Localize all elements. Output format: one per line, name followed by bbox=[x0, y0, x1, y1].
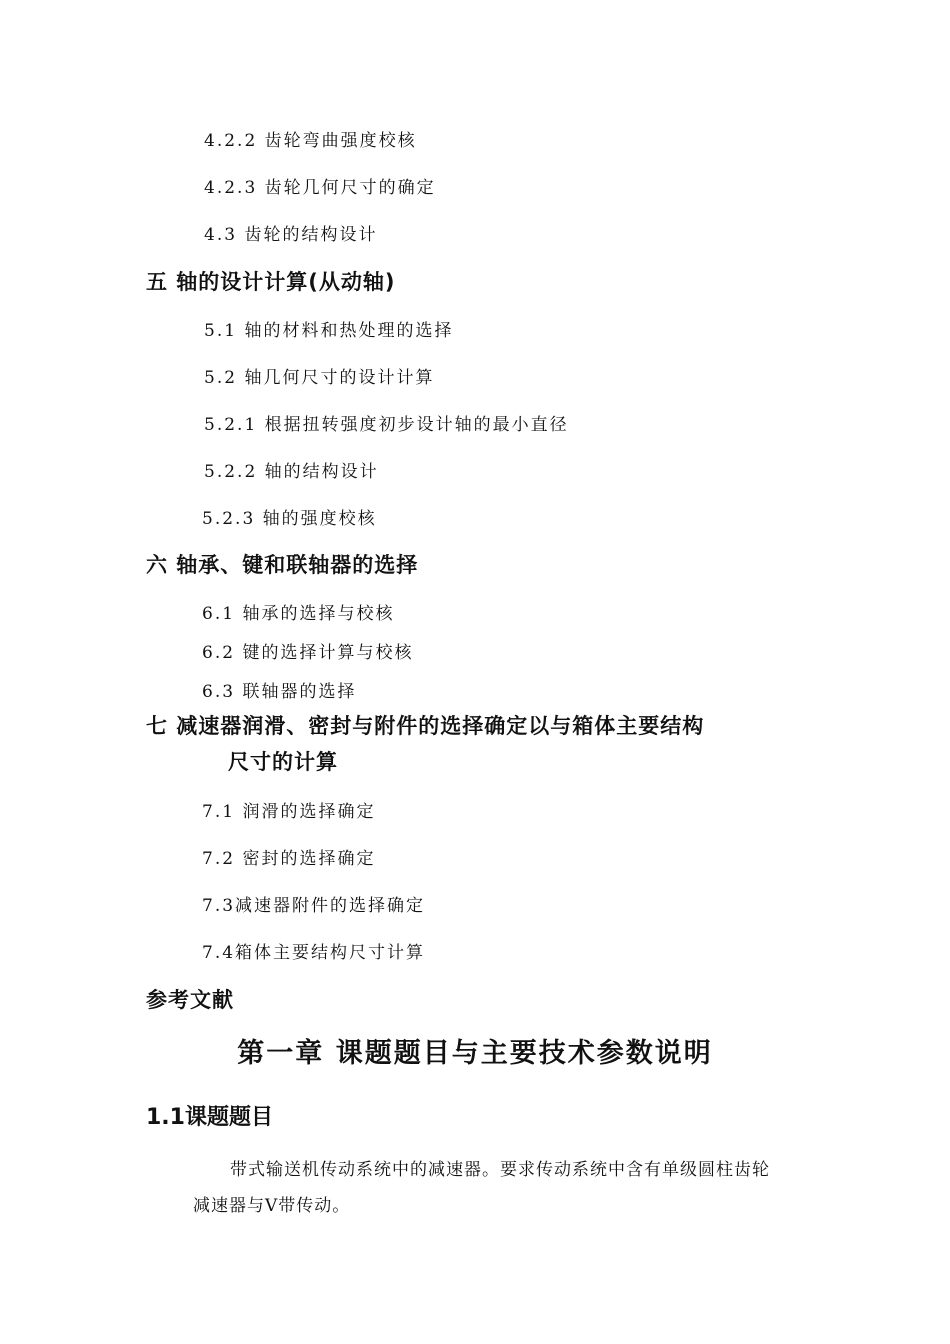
toc-entry-7-4: 7.4箱体主要结构尺寸计算 bbox=[202, 943, 426, 963]
toc-entry-4-2-2: 4.2.2 齿轮弯曲强度校核 bbox=[204, 131, 417, 151]
toc-entry-6-2: 6.2 键的选择计算与校核 bbox=[202, 643, 414, 663]
toc-entry-5-2: 5.2 轴几何尺寸的设计计算 bbox=[204, 368, 435, 388]
toc-entry-7-3: 7.3减速器附件的选择确定 bbox=[202, 896, 426, 916]
toc-entry-7-2: 7.2 密封的选择确定 bbox=[202, 849, 376, 869]
toc-heading-5: 五 轴的设计计算(从动轴) bbox=[146, 270, 396, 294]
chapter-title: 第一章 课题题目与主要技术参数说明 bbox=[237, 1038, 713, 1069]
toc-entry-5-2-3: 5.2.3 轴的强度校核 bbox=[202, 509, 377, 529]
toc-entry-6-3: 6.3 联轴器的选择 bbox=[202, 682, 357, 702]
paragraph-line-2: 减速器与V带传动。 bbox=[193, 1196, 351, 1216]
section-title-1-1: 1.1课题题目 bbox=[146, 1105, 273, 1130]
toc-entry-5-2-2: 5.2.2 轴的结构设计 bbox=[204, 462, 379, 482]
toc-entry-5-2-1: 5.2.1 根据扭转强度初步设计轴的最小直径 bbox=[204, 415, 569, 435]
toc-entry-7-1: 7.1 润滑的选择确定 bbox=[202, 802, 376, 822]
toc-entry-6-1: 6.1 轴承的选择与校核 bbox=[202, 604, 395, 624]
toc-heading-7-line1: 七 减速器润滑、密封与附件的选择确定以与箱体主要结构 bbox=[146, 714, 705, 738]
toc-entry-4-2-3: 4.2.3 齿轮几何尺寸的确定 bbox=[204, 178, 436, 198]
toc-heading-6: 六 轴承、键和联轴器的选择 bbox=[146, 553, 419, 577]
toc-entry-5-1: 5.1 轴的材料和热处理的选择 bbox=[204, 321, 454, 341]
toc-references: 参考文献 bbox=[146, 988, 234, 1012]
toc-heading-7-line2: 尺寸的计算 bbox=[228, 750, 338, 774]
toc-entry-4-3: 4.3 齿轮的结构设计 bbox=[204, 225, 378, 245]
paragraph-line-1: 带式输送机传动系统中的减速器。要求传动系统中含有单级圆柱齿轮 bbox=[230, 1160, 770, 1180]
